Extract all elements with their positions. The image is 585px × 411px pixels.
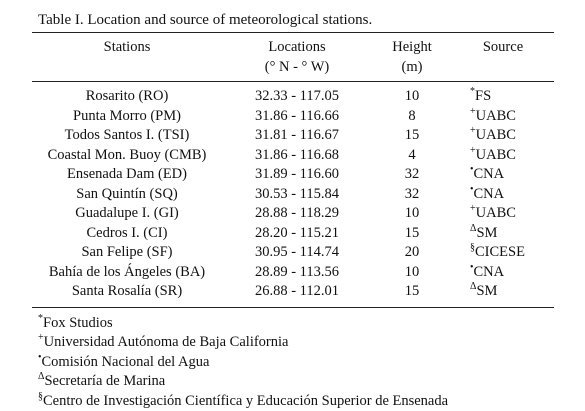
source-mark: +	[470, 203, 476, 214]
header-height-units: (m)	[372, 57, 452, 82]
height-cell: 20	[372, 243, 452, 263]
height-cell: 15	[372, 282, 452, 307]
height-cell: 4	[372, 146, 452, 166]
table-row	[32, 165, 554, 185]
height-cell: 32	[372, 185, 452, 205]
source-cell	[452, 185, 554, 205]
source-abbrev: UABC	[476, 127, 516, 143]
source-cell	[452, 243, 554, 263]
station-cell: Bahía de los Ángeles (BA)	[32, 263, 222, 283]
height-cell: 8	[372, 107, 452, 127]
source-abbrev: CNA	[474, 166, 505, 182]
height-cell: 10	[372, 263, 452, 283]
header-stations: Stations	[32, 33, 222, 58]
height-cell: 15	[372, 224, 452, 244]
source-mark: Δ	[470, 281, 476, 292]
location-cell: 30.95 - 114.74	[222, 243, 372, 263]
source-abbrev: CNA	[474, 186, 505, 202]
station-cell: Cedros I. (CI)	[32, 224, 222, 244]
source-mark: •	[470, 164, 474, 175]
station-cell: Rosarito (RO)	[32, 82, 222, 107]
footnote	[38, 353, 554, 373]
footnote-mark: Δ	[38, 371, 44, 382]
source-cell	[452, 82, 554, 107]
source-cell	[452, 204, 554, 224]
header-locations: Locations	[222, 33, 372, 58]
source-cell	[452, 126, 554, 146]
source-abbrev: CICESE	[475, 244, 525, 260]
footnote-text: Fox Studios	[43, 315, 113, 331]
source-abbrev: SM	[476, 283, 497, 299]
source-abbrev: CNA	[474, 264, 505, 280]
location-cell: 32.33 - 117.05	[222, 82, 372, 107]
station-cell: Ensenada Dam (ED)	[32, 165, 222, 185]
table-body	[32, 82, 554, 308]
stations-table	[32, 32, 554, 308]
height-cell: 10	[372, 204, 452, 224]
source-cell	[452, 282, 554, 307]
footnote-mark: *	[38, 313, 43, 324]
source-mark: *	[470, 86, 475, 97]
header-source-units	[452, 57, 554, 82]
table-figure	[32, 10, 554, 411]
source-mark: Δ	[470, 223, 476, 234]
footnote	[38, 392, 554, 411]
source-cell	[452, 107, 554, 127]
header-height: Height	[372, 33, 452, 58]
table-row	[32, 126, 554, 146]
location-cell: 28.89 - 113.56	[222, 263, 372, 283]
footnote	[38, 333, 554, 353]
station-cell: Coastal Mon. Buoy (CMB)	[32, 146, 222, 166]
source-mark: •	[470, 184, 474, 195]
header-units-row	[32, 57, 554, 82]
source-mark: +	[470, 106, 476, 117]
height-cell: 32	[372, 165, 452, 185]
location-cell: 28.20 - 115.21	[222, 224, 372, 244]
location-cell: 31.89 - 116.60	[222, 165, 372, 185]
table-row	[32, 107, 554, 127]
source-mark: §	[470, 242, 475, 253]
source-abbrev: SM	[476, 225, 497, 241]
station-cell: Punta Morro (PM)	[32, 107, 222, 127]
table-row	[32, 224, 554, 244]
station-cell: Guadalupe I. (GI)	[32, 204, 222, 224]
footnote-mark: §	[38, 391, 43, 402]
source-abbrev: UABC	[476, 108, 516, 124]
table-row	[32, 185, 554, 205]
header-source: Source	[452, 33, 554, 58]
header-row	[32, 33, 554, 58]
table-header	[32, 33, 554, 82]
table-row	[32, 282, 554, 307]
location-cell: 31.86 - 116.66	[222, 107, 372, 127]
source-cell	[452, 146, 554, 166]
station-cell: Santa Rosalía (SR)	[32, 282, 222, 307]
location-cell: 28.88 - 118.29	[222, 204, 372, 224]
footnote	[38, 314, 554, 334]
source-cell	[452, 263, 554, 283]
footnote-mark: •	[38, 352, 42, 363]
footnote-mark: +	[38, 332, 44, 343]
height-cell: 10	[372, 82, 452, 107]
station-cell: Todos Santos I. (TSI)	[32, 126, 222, 146]
source-mark: +	[470, 145, 476, 156]
footnote-text: Universidad Autónoma de Baja California	[44, 334, 289, 350]
footnotes	[32, 314, 554, 411]
source-mark: +	[470, 125, 476, 136]
source-mark: •	[470, 262, 474, 273]
table-row	[32, 82, 554, 107]
header-stations-units	[32, 57, 222, 82]
source-abbrev: UABC	[476, 205, 516, 221]
location-cell: 31.86 - 116.68	[222, 146, 372, 166]
table-title: Table I. Location and source of meteorological stations.	[38, 10, 554, 30]
location-cell: 31.81 - 116.67	[222, 126, 372, 146]
source-cell	[452, 224, 554, 244]
height-cell: 15	[372, 126, 452, 146]
location-cell: 26.88 - 112.01	[222, 282, 372, 307]
table-row	[32, 204, 554, 224]
table-row	[32, 146, 554, 166]
source-abbrev: FS	[475, 88, 491, 104]
footnote-text: Secretaría de Marina	[44, 373, 165, 389]
table-row	[32, 263, 554, 283]
header-locations-units: (° N - ° W)	[222, 57, 372, 82]
table-row	[32, 243, 554, 263]
station-cell: San Felipe (SF)	[32, 243, 222, 263]
footnote	[38, 372, 554, 392]
footnote-text: Centro de Investigación Científica y Educación Superior de Ensenada	[43, 393, 448, 409]
station-cell: San Quintín (SQ)	[32, 185, 222, 205]
source-abbrev: UABC	[476, 147, 516, 163]
location-cell: 30.53 - 115.84	[222, 185, 372, 205]
footnote-text: Comisión Nacional del Agua	[42, 354, 210, 370]
source-cell	[452, 165, 554, 185]
